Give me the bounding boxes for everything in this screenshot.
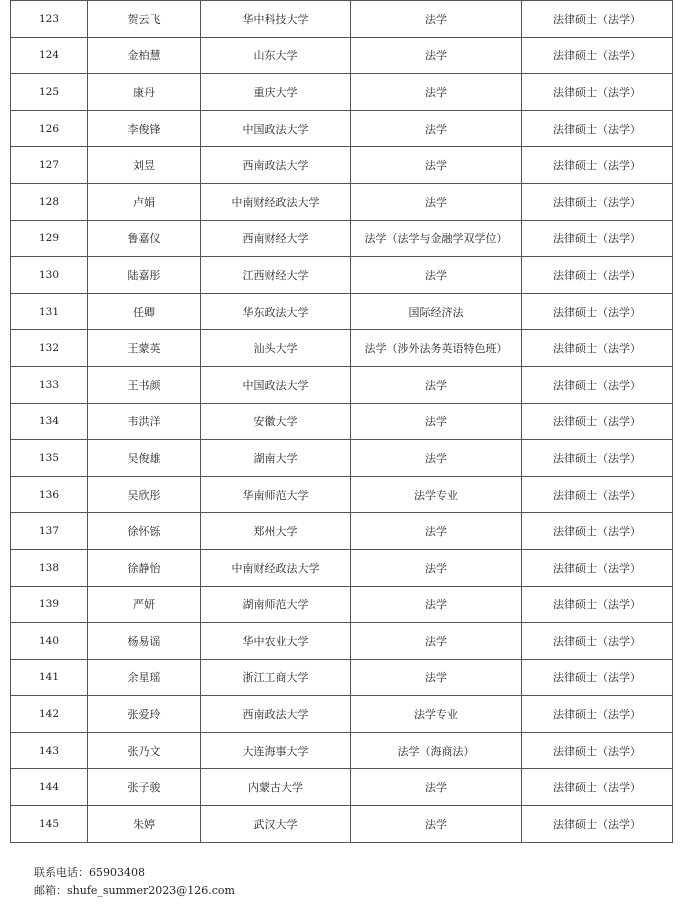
table-row [11, 806, 673, 843]
cell-major: 法学 [351, 659, 522, 696]
cell-number: 124 [11, 37, 88, 74]
table-row [11, 147, 673, 184]
cell-degree: 法律硕士（法学） [522, 623, 673, 660]
contact-info [34, 864, 235, 900]
cell-school: 中南财经政法大学 [201, 183, 351, 220]
cell-school: 内蒙古大学 [201, 769, 351, 806]
cell-name: 任卿 [88, 293, 201, 330]
cell-school: 华南师范大学 [201, 476, 351, 513]
cell-degree: 法律硕士（法学） [522, 476, 673, 513]
cell-number: 128 [11, 183, 88, 220]
cell-name: 金柏慧 [88, 37, 201, 74]
cell-name: 张子骏 [88, 769, 201, 806]
cell-number: 141 [11, 659, 88, 696]
cell-degree: 法律硕士（法学） [522, 366, 673, 403]
cell-major: 法学 [351, 769, 522, 806]
cell-school: 大连海事大学 [201, 732, 351, 769]
cell-number: 129 [11, 220, 88, 257]
table-row [11, 403, 673, 440]
cell-degree: 法律硕士（法学） [522, 769, 673, 806]
table-row [11, 623, 673, 660]
cell-name: 鲁嘉仪 [88, 220, 201, 257]
cell-major: 法学 [351, 74, 522, 111]
cell-number: 136 [11, 476, 88, 513]
cell-major: 法学专业 [351, 476, 522, 513]
cell-major: 法学 [351, 403, 522, 440]
cell-name: 李俊锋 [88, 110, 201, 147]
cell-major: 法学（涉外法务英语特色班） [351, 330, 522, 367]
cell-school: 郑州大学 [201, 513, 351, 550]
cell-degree: 法律硕士（法学） [522, 110, 673, 147]
cell-name: 贺云飞 [88, 1, 201, 38]
cell-name: 陆嘉彤 [88, 257, 201, 294]
contact-phone [34, 864, 235, 882]
cell-school: 安徽大学 [201, 403, 351, 440]
cell-degree: 法律硕士（法学） [522, 549, 673, 586]
cell-major: 法学 [351, 440, 522, 477]
cell-major: 法学 [351, 147, 522, 184]
cell-name: 韦洪洋 [88, 403, 201, 440]
cell-major: 法学（法学与金融学双学位） [351, 220, 522, 257]
table-row [11, 74, 673, 111]
cell-degree: 法律硕士（法学） [522, 330, 673, 367]
table-row [11, 586, 673, 623]
cell-degree: 法律硕士（法学） [522, 257, 673, 294]
cell-major: 法学 [351, 366, 522, 403]
cell-school: 汕头大学 [201, 330, 351, 367]
cell-degree: 法律硕士（法学） [522, 220, 673, 257]
cell-name: 刘昱 [88, 147, 201, 184]
cell-major: 法学 [351, 623, 522, 660]
cell-name: 张乃文 [88, 732, 201, 769]
cell-degree: 法律硕士（法学） [522, 659, 673, 696]
table-row [11, 293, 673, 330]
cell-number: 137 [11, 513, 88, 550]
cell-number: 123 [11, 1, 88, 38]
cell-school: 华东政法大学 [201, 293, 351, 330]
email-label: 邮箱： [34, 884, 67, 897]
cell-number: 131 [11, 293, 88, 330]
table-row [11, 440, 673, 477]
cell-school: 中南财经政法大学 [201, 549, 351, 586]
cell-name: 卢娟 [88, 183, 201, 220]
table-row [11, 769, 673, 806]
cell-number: 132 [11, 330, 88, 367]
table-row [11, 220, 673, 257]
cell-number: 125 [11, 74, 88, 111]
cell-degree: 法律硕士（法学） [522, 1, 673, 38]
phone-number: 65903408 [89, 866, 145, 879]
cell-name: 吴欣彤 [88, 476, 201, 513]
cell-major: 法学 [351, 110, 522, 147]
cell-school: 重庆大学 [201, 74, 351, 111]
cell-degree: 法律硕士（法学） [522, 74, 673, 111]
cell-name: 王蒙英 [88, 330, 201, 367]
table-row [11, 476, 673, 513]
cell-degree: 法律硕士（法学） [522, 37, 673, 74]
cell-number: 130 [11, 257, 88, 294]
cell-school: 西南政法大学 [201, 696, 351, 733]
cell-major: 法学 [351, 806, 522, 843]
table-row [11, 183, 673, 220]
table-row [11, 1, 673, 38]
cell-school: 西南政法大学 [201, 147, 351, 184]
cell-school: 湖南大学 [201, 440, 351, 477]
cell-name: 严妍 [88, 586, 201, 623]
cell-major: 法学 [351, 37, 522, 74]
table-row [11, 37, 673, 74]
cell-degree: 法律硕士（法学） [522, 147, 673, 184]
table-body [11, 1, 673, 843]
cell-name: 杨易谣 [88, 623, 201, 660]
cell-school: 西南财经大学 [201, 220, 351, 257]
cell-school: 武汉大学 [201, 806, 351, 843]
table-row [11, 513, 673, 550]
email-address: shufe_summer2023@126.com [67, 884, 235, 897]
admission-list-table [10, 0, 673, 843]
cell-name: 王书颜 [88, 366, 201, 403]
cell-school: 山东大学 [201, 37, 351, 74]
cell-number: 138 [11, 549, 88, 586]
cell-school: 江西财经大学 [201, 257, 351, 294]
cell-number: 145 [11, 806, 88, 843]
table-row [11, 366, 673, 403]
phone-label: 联系电话： [34, 866, 89, 879]
cell-degree: 法律硕士（法学） [522, 696, 673, 733]
cell-degree: 法律硕士（法学） [522, 586, 673, 623]
table-row [11, 257, 673, 294]
cell-degree: 法律硕士（法学） [522, 513, 673, 550]
cell-school: 华中科技大学 [201, 1, 351, 38]
cell-degree: 法律硕士（法学） [522, 293, 673, 330]
cell-number: 126 [11, 110, 88, 147]
cell-number: 143 [11, 732, 88, 769]
cell-school: 中国政法大学 [201, 110, 351, 147]
cell-name: 康丹 [88, 74, 201, 111]
cell-number: 142 [11, 696, 88, 733]
cell-number: 127 [11, 147, 88, 184]
cell-name: 张爱玲 [88, 696, 201, 733]
cell-major: 法学 [351, 183, 522, 220]
table-row [11, 732, 673, 769]
table-row [11, 659, 673, 696]
cell-name: 徐怀铄 [88, 513, 201, 550]
cell-degree: 法律硕士（法学） [522, 732, 673, 769]
cell-number: 139 [11, 586, 88, 623]
table-row [11, 330, 673, 367]
cell-school: 中国政法大学 [201, 366, 351, 403]
cell-school: 浙江工商大学 [201, 659, 351, 696]
cell-major: 法学 [351, 586, 522, 623]
cell-major: 法学专业 [351, 696, 522, 733]
cell-major: 法学 [351, 1, 522, 38]
cell-major: 法学 [351, 513, 522, 550]
cell-major: 国际经济法 [351, 293, 522, 330]
cell-name: 余星瑶 [88, 659, 201, 696]
cell-major: 法学 [351, 257, 522, 294]
cell-school: 华中农业大学 [201, 623, 351, 660]
cell-degree: 法律硕士（法学） [522, 403, 673, 440]
cell-degree: 法律硕士（法学） [522, 806, 673, 843]
cell-name: 朱婷 [88, 806, 201, 843]
cell-number: 144 [11, 769, 88, 806]
cell-number: 140 [11, 623, 88, 660]
cell-degree: 法律硕士（法学） [522, 183, 673, 220]
cell-degree: 法律硕士（法学） [522, 440, 673, 477]
cell-name: 吴俊雄 [88, 440, 201, 477]
cell-number: 135 [11, 440, 88, 477]
cell-name: 徐静怡 [88, 549, 201, 586]
cell-major: 法学（海商法） [351, 732, 522, 769]
contact-email [34, 882, 235, 900]
table-row [11, 549, 673, 586]
cell-major: 法学 [351, 549, 522, 586]
cell-number: 134 [11, 403, 88, 440]
table-row [11, 110, 673, 147]
cell-school: 湖南师范大学 [201, 586, 351, 623]
cell-number: 133 [11, 366, 88, 403]
table-row [11, 696, 673, 733]
